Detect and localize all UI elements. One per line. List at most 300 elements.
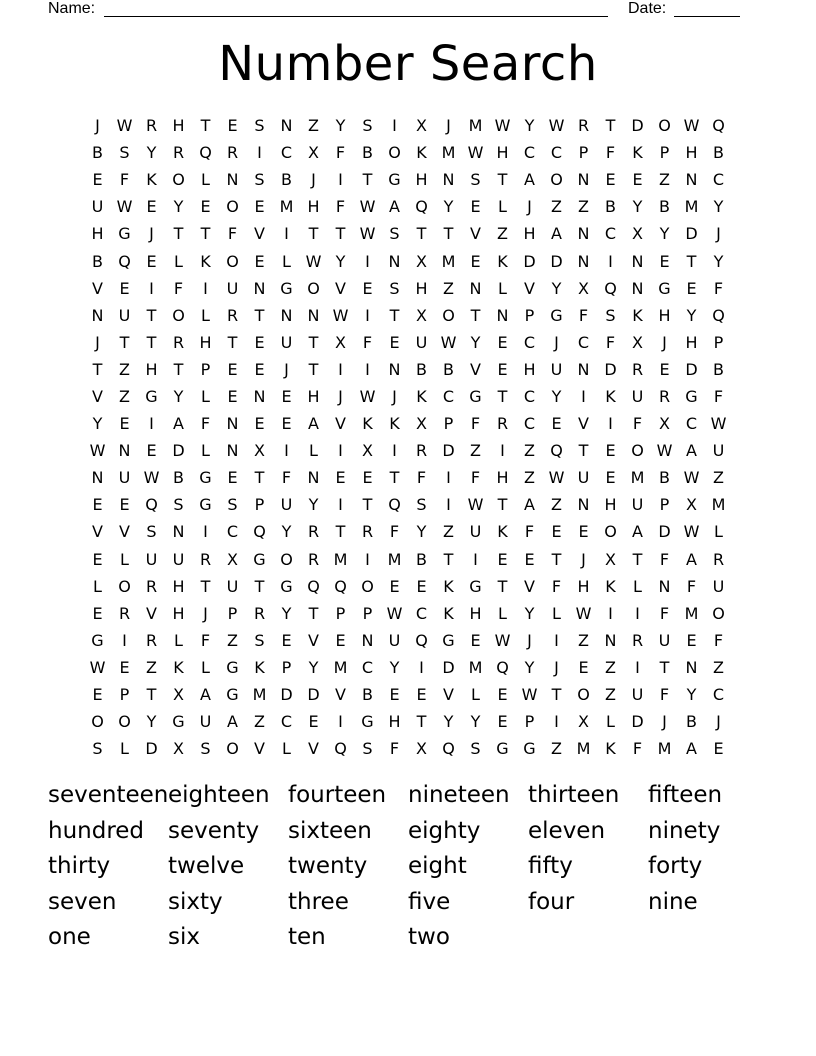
grid-letter[interactable]: O xyxy=(91,712,104,732)
grid-letter[interactable]: L xyxy=(498,278,507,298)
grid-letter[interactable]: U xyxy=(712,441,725,461)
grid-letter[interactable]: T xyxy=(227,332,238,352)
grid-letter[interactable]: W xyxy=(116,116,133,136)
grid-letter[interactable]: H xyxy=(523,359,536,379)
grid-letter[interactable]: I xyxy=(581,386,586,406)
grid-letter[interactable]: C xyxy=(523,414,536,434)
grid-letter[interactable]: Y xyxy=(281,603,292,623)
grid-letter[interactable]: R xyxy=(361,522,374,542)
grid-letter[interactable]: N xyxy=(442,170,455,190)
grid-letter[interactable]: F xyxy=(632,414,643,434)
grid-letter[interactable]: H xyxy=(415,278,428,298)
grid-letter[interactable]: N xyxy=(280,116,293,136)
grid-letter[interactable]: D xyxy=(145,739,158,759)
grid-letter[interactable]: N xyxy=(577,359,590,379)
grid-letter[interactable]: L xyxy=(201,441,210,461)
grid-letter[interactable]: E xyxy=(686,630,697,650)
grid-letter[interactable]: F xyxy=(713,278,724,298)
grid-letter[interactable]: F xyxy=(389,739,400,759)
grid-letter[interactable]: Z xyxy=(308,116,319,136)
grid-letter[interactable]: R xyxy=(145,630,158,650)
grid-letter[interactable]: F xyxy=(173,278,184,298)
grid-letter[interactable]: X xyxy=(416,251,427,271)
grid-letter[interactable]: L xyxy=(201,170,210,190)
grid-letter[interactable]: E xyxy=(470,251,481,271)
grid-letter[interactable]: B xyxy=(416,359,427,379)
grid-letter[interactable]: I xyxy=(338,170,343,190)
grid-letter[interactable]: N xyxy=(604,630,617,650)
grid-letter[interactable]: N xyxy=(577,170,590,190)
grid-letter[interactable]: V xyxy=(578,414,589,434)
grid-letter[interactable]: O xyxy=(712,603,725,623)
grid-letter[interactable]: V xyxy=(335,685,346,705)
grid-letter[interactable]: S xyxy=(173,495,184,515)
grid-letter[interactable]: O xyxy=(226,197,239,217)
grid-letter[interactable]: R xyxy=(145,576,158,596)
grid-letter[interactable]: K xyxy=(416,386,427,406)
grid-letter[interactable]: Y xyxy=(92,414,103,434)
grid-letter[interactable]: E xyxy=(713,739,724,759)
grid-letter[interactable]: E xyxy=(92,603,103,623)
grid-letter[interactable]: T xyxy=(254,305,265,325)
grid-letter[interactable]: C xyxy=(523,332,536,352)
grid-letter[interactable]: D xyxy=(442,441,455,461)
grid-letter[interactable]: H xyxy=(145,359,158,379)
grid-letter[interactable]: E xyxy=(227,468,238,488)
grid-letter[interactable]: O xyxy=(307,278,320,298)
grid-letter[interactable]: V xyxy=(470,224,481,244)
grid-letter[interactable]: J xyxy=(716,224,721,244)
grid-letter[interactable]: H xyxy=(172,116,185,136)
grid-letter[interactable]: E xyxy=(119,495,130,515)
grid-letter[interactable]: D xyxy=(685,224,698,244)
grid-letter[interactable]: Y xyxy=(173,386,184,406)
grid-letter[interactable]: E xyxy=(578,657,589,677)
grid-letter[interactable]: X xyxy=(416,305,427,325)
grid-letter[interactable]: O xyxy=(118,576,131,596)
grid-letter[interactable]: W xyxy=(305,251,322,271)
grid-letter[interactable]: E xyxy=(362,278,373,298)
grid-letter[interactable]: G xyxy=(145,386,158,406)
grid-letter[interactable]: N xyxy=(91,468,104,488)
grid-letter[interactable]: Q xyxy=(334,576,347,596)
grid-letter[interactable]: R xyxy=(118,603,131,623)
grid-letter[interactable]: E xyxy=(227,359,238,379)
grid-letter[interactable]: Z xyxy=(713,657,724,677)
grid-letter[interactable]: T xyxy=(497,386,508,406)
grid-letter[interactable]: L xyxy=(309,441,318,461)
grid-letter[interactable]: N xyxy=(685,657,698,677)
grid-letter[interactable]: E xyxy=(254,414,265,434)
grid-letter[interactable]: C xyxy=(226,522,239,542)
grid-letter[interactable]: F xyxy=(686,576,697,596)
grid-letter[interactable]: N xyxy=(307,305,320,325)
grid-letter[interactable]: N xyxy=(280,305,293,325)
grid-letter[interactable]: S xyxy=(605,305,616,325)
grid-letter[interactable]: S xyxy=(254,630,265,650)
grid-letter[interactable]: J xyxy=(662,712,667,732)
grid-letter[interactable]: U xyxy=(118,468,131,488)
grid-letter[interactable]: F xyxy=(713,630,724,650)
grid-letter[interactable]: V xyxy=(308,630,319,650)
grid-letter[interactable]: F xyxy=(335,197,346,217)
grid-letter[interactable]: E xyxy=(146,251,157,271)
grid-letter[interactable]: T xyxy=(443,224,454,244)
grid-letter[interactable]: B xyxy=(281,170,292,190)
grid-letter[interactable]: X xyxy=(173,685,184,705)
grid-letter[interactable]: C xyxy=(604,224,617,244)
grid-letter[interactable]: Q xyxy=(712,305,725,325)
grid-letter[interactable]: Y xyxy=(713,197,724,217)
grid-letter[interactable]: C xyxy=(577,332,590,352)
grid-letter[interactable]: T xyxy=(335,224,346,244)
grid-letter[interactable]: W xyxy=(467,143,484,163)
grid-letter[interactable]: U xyxy=(280,495,293,515)
grid-letter[interactable]: H xyxy=(658,305,671,325)
grid-letter[interactable]: L xyxy=(471,685,480,705)
grid-letter[interactable]: Q xyxy=(118,251,131,271)
grid-letter[interactable]: N xyxy=(253,386,266,406)
grid-letter[interactable]: I xyxy=(554,712,559,732)
grid-letter[interactable]: D xyxy=(631,712,644,732)
grid-letter[interactable]: G xyxy=(469,576,482,596)
grid-letter[interactable]: E xyxy=(605,441,616,461)
grid-letter[interactable]: E xyxy=(200,197,211,217)
grid-letter[interactable]: U xyxy=(550,359,563,379)
grid-letter[interactable]: Z xyxy=(713,468,724,488)
grid-letter[interactable]: S xyxy=(362,116,373,136)
grid-letter[interactable]: M xyxy=(441,251,456,271)
grid-letter[interactable]: I xyxy=(149,278,154,298)
grid-letter[interactable]: K xyxy=(497,251,508,271)
grid-letter[interactable]: E xyxy=(281,414,292,434)
grid-letter[interactable]: H xyxy=(604,495,617,515)
grid-letter[interactable]: G xyxy=(388,170,401,190)
grid-letter[interactable]: R xyxy=(658,386,671,406)
grid-letter[interactable]: Q xyxy=(307,576,320,596)
grid-letter[interactable]: X xyxy=(362,441,373,461)
grid-letter[interactable]: Q xyxy=(415,630,428,650)
grid-letter[interactable]: Y xyxy=(686,685,697,705)
grid-letter[interactable]: R xyxy=(226,305,239,325)
grid-letter[interactable]: T xyxy=(416,224,427,244)
grid-letter[interactable]: N xyxy=(577,495,590,515)
grid-letter[interactable]: W xyxy=(683,468,700,488)
grid-letter[interactable]: E xyxy=(497,685,508,705)
grid-letter[interactable]: I xyxy=(608,414,613,434)
grid-letter[interactable]: L xyxy=(174,630,183,650)
grid-letter[interactable]: D xyxy=(550,251,563,271)
grid-letter[interactable]: A xyxy=(173,414,184,434)
grid-letter[interactable]: J xyxy=(716,712,721,732)
grid-letter[interactable]: M xyxy=(387,549,402,569)
grid-letter[interactable]: N xyxy=(496,305,509,325)
grid-letter[interactable]: T xyxy=(173,224,184,244)
grid-letter[interactable]: T xyxy=(308,224,319,244)
grid-letter[interactable]: H xyxy=(415,170,428,190)
grid-letter[interactable]: G xyxy=(469,386,482,406)
grid-letter[interactable]: L xyxy=(498,197,507,217)
grid-letter[interactable]: Y xyxy=(146,143,157,163)
grid-letter[interactable]: E xyxy=(497,332,508,352)
grid-letter[interactable]: Q xyxy=(550,441,563,461)
grid-letter[interactable]: F xyxy=(227,224,238,244)
grid-letter[interactable]: Y xyxy=(632,197,643,217)
grid-letter[interactable]: E xyxy=(551,414,562,434)
grid-letter[interactable]: E xyxy=(389,685,400,705)
grid-letter[interactable]: F xyxy=(470,414,481,434)
grid-letter[interactable]: W xyxy=(656,441,673,461)
grid-letter[interactable]: L xyxy=(174,251,183,271)
grid-letter[interactable]: J xyxy=(311,170,316,190)
grid-letter[interactable]: Z xyxy=(443,278,454,298)
grid-letter[interactable]: P xyxy=(443,414,454,434)
grid-letter[interactable]: E xyxy=(227,116,238,136)
grid-letter[interactable]: G xyxy=(550,305,563,325)
grid-letter[interactable]: N xyxy=(226,414,239,434)
grid-letter[interactable]: V xyxy=(308,739,319,759)
grid-letter[interactable]: O xyxy=(172,305,185,325)
grid-letter[interactable]: N xyxy=(307,468,320,488)
grid-letter[interactable]: W xyxy=(89,657,106,677)
grid-letter[interactable]: Z xyxy=(227,630,238,650)
grid-letter[interactable]: R xyxy=(307,522,320,542)
grid-letter[interactable]: I xyxy=(338,359,343,379)
grid-letter[interactable]: G xyxy=(496,739,509,759)
grid-letter[interactable]: I xyxy=(203,278,208,298)
grid-letter[interactable]: G xyxy=(226,657,239,677)
grid-letter[interactable]: Y xyxy=(308,495,319,515)
grid-letter[interactable]: O xyxy=(550,170,563,190)
grid-letter[interactable]: S xyxy=(362,739,373,759)
grid-letter[interactable]: P xyxy=(524,305,535,325)
grid-letter[interactable]: W xyxy=(359,386,376,406)
grid-letter[interactable]: N xyxy=(685,170,698,190)
grid-letter[interactable]: L xyxy=(606,712,615,732)
grid-letter[interactable]: O xyxy=(361,576,374,596)
grid-letter[interactable]: L xyxy=(201,657,210,677)
grid-letter[interactable]: N xyxy=(388,251,401,271)
grid-letter[interactable]: T xyxy=(254,468,265,488)
grid-letter[interactable]: U xyxy=(226,576,239,596)
grid-letter[interactable]: I xyxy=(149,414,154,434)
grid-letter[interactable]: R xyxy=(172,332,185,352)
grid-letter[interactable]: U xyxy=(631,495,644,515)
grid-letter[interactable]: B xyxy=(686,712,697,732)
grid-letter[interactable]: F xyxy=(659,549,670,569)
grid-letter[interactable]: A xyxy=(227,712,238,732)
grid-letter[interactable]: I xyxy=(122,630,127,650)
grid-letter[interactable]: G xyxy=(199,468,212,488)
grid-letter[interactable]: V xyxy=(146,603,157,623)
grid-letter[interactable]: S xyxy=(200,739,211,759)
grid-letter[interactable]: E xyxy=(632,170,643,190)
grid-letter[interactable]: T xyxy=(173,359,184,379)
grid-letter[interactable]: P xyxy=(659,495,670,515)
grid-letter[interactable]: J xyxy=(581,549,586,569)
grid-letter[interactable]: V xyxy=(254,224,265,244)
grid-letter[interactable]: C xyxy=(712,685,725,705)
grid-letter[interactable]: Z xyxy=(497,224,508,244)
grid-letter[interactable]: R xyxy=(199,549,212,569)
grid-letter[interactable]: E xyxy=(281,630,292,650)
grid-letter[interactable]: D xyxy=(685,359,698,379)
grid-letter[interactable]: F xyxy=(605,143,616,163)
grid-letter[interactable]: G xyxy=(361,712,374,732)
grid-letter[interactable]: N xyxy=(631,278,644,298)
grid-letter[interactable]: H xyxy=(91,224,104,244)
grid-letter[interactable]: K xyxy=(605,386,616,406)
grid-letter[interactable]: A xyxy=(389,197,400,217)
grid-letter[interactable]: H xyxy=(172,603,185,623)
grid-letter[interactable]: B xyxy=(362,143,373,163)
grid-letter[interactable]: M xyxy=(468,116,483,136)
grid-letter[interactable]: Z xyxy=(524,441,535,461)
grid-letter[interactable]: M xyxy=(657,739,672,759)
grid-letter[interactable]: X xyxy=(605,549,616,569)
grid-letter[interactable]: T xyxy=(578,441,589,461)
grid-letter[interactable]: P xyxy=(119,685,130,705)
grid-letter[interactable]: H xyxy=(577,576,590,596)
grid-letter[interactable]: Y xyxy=(173,197,184,217)
grid-letter[interactable]: T xyxy=(146,332,157,352)
grid-letter[interactable]: W xyxy=(683,116,700,136)
grid-letter[interactable]: S xyxy=(119,143,130,163)
grid-letter[interactable]: I xyxy=(635,603,640,623)
grid-letter[interactable]: N xyxy=(361,630,374,650)
grid-letter[interactable]: K xyxy=(362,414,373,434)
grid-letter[interactable]: J xyxy=(149,224,154,244)
grid-letter[interactable]: T xyxy=(200,576,211,596)
grid-letter[interactable]: S xyxy=(389,224,400,244)
grid-letter[interactable]: T xyxy=(497,170,508,190)
grid-letter[interactable]: B xyxy=(605,197,616,217)
grid-letter[interactable]: C xyxy=(415,603,428,623)
grid-letter[interactable]: P xyxy=(713,332,724,352)
grid-letter[interactable]: T xyxy=(551,685,562,705)
grid-letter[interactable]: T xyxy=(389,305,400,325)
grid-letter[interactable]: L xyxy=(498,603,507,623)
grid-letter[interactable]: X xyxy=(416,116,427,136)
grid-letter[interactable]: E xyxy=(92,495,103,515)
grid-letter[interactable]: D xyxy=(631,116,644,136)
grid-letter[interactable]: E xyxy=(92,170,103,190)
grid-letter[interactable]: Z xyxy=(551,495,562,515)
grid-letter[interactable]: X xyxy=(659,414,670,434)
grid-letter[interactable]: M xyxy=(333,657,348,677)
grid-letter[interactable]: E xyxy=(659,359,670,379)
grid-letter[interactable]: T xyxy=(254,576,265,596)
grid-letter[interactable]: R xyxy=(631,359,644,379)
grid-letter[interactable]: I xyxy=(473,549,478,569)
grid-letter[interactable]: R xyxy=(415,441,428,461)
grid-letter[interactable]: A xyxy=(686,441,697,461)
grid-letter[interactable]: T xyxy=(470,305,481,325)
grid-letter[interactable]: Z xyxy=(578,197,589,217)
grid-letter[interactable]: E xyxy=(254,332,265,352)
grid-letter[interactable]: A xyxy=(686,549,697,569)
grid-letter[interactable]: U xyxy=(145,549,158,569)
grid-letter[interactable]: Y xyxy=(443,712,454,732)
grid-letter[interactable]: A xyxy=(686,739,697,759)
grid-letter[interactable]: L xyxy=(120,549,129,569)
grid-letter[interactable]: S xyxy=(92,739,103,759)
grid-letter[interactable]: I xyxy=(365,359,370,379)
grid-letter[interactable]: U xyxy=(631,386,644,406)
grid-letter[interactable]: X xyxy=(578,278,589,298)
grid-letter[interactable]: I xyxy=(365,549,370,569)
grid-letter[interactable]: T xyxy=(686,251,697,271)
grid-letter[interactable]: T xyxy=(362,495,373,515)
grid-letter[interactable]: L xyxy=(552,603,561,623)
grid-letter[interactable]: U xyxy=(280,332,293,352)
grid-letter[interactable]: Y xyxy=(713,251,724,271)
grid-letter[interactable]: P xyxy=(281,657,292,677)
grid-letter[interactable]: O xyxy=(226,251,239,271)
grid-letter[interactable]: S xyxy=(416,495,427,515)
grid-letter[interactable]: T xyxy=(308,603,319,623)
grid-letter[interactable]: V xyxy=(254,739,265,759)
grid-letter[interactable]: Y xyxy=(308,657,319,677)
grid-letter[interactable]: P xyxy=(254,495,265,515)
grid-letter[interactable]: W xyxy=(386,603,403,623)
grid-letter[interactable]: K xyxy=(605,739,616,759)
grid-letter[interactable]: N xyxy=(469,278,482,298)
grid-letter[interactable]: P xyxy=(524,712,535,732)
grid-letter[interactable]: C xyxy=(361,657,374,677)
grid-letter[interactable]: Z xyxy=(119,386,130,406)
grid-letter[interactable]: F xyxy=(632,739,643,759)
grid-letter[interactable]: O xyxy=(658,116,671,136)
grid-letter[interactable]: Z xyxy=(119,359,130,379)
grid-letter[interactable]: O xyxy=(388,143,401,163)
grid-letter[interactable]: A xyxy=(524,170,535,190)
grid-letter[interactable]: W xyxy=(494,630,511,650)
grid-letter[interactable]: P xyxy=(227,603,238,623)
grid-letter[interactable]: I xyxy=(365,305,370,325)
grid-letter[interactable]: R xyxy=(172,143,185,163)
grid-letter[interactable]: W xyxy=(494,116,511,136)
grid-letter[interactable]: N xyxy=(172,522,185,542)
grid-letter[interactable]: H xyxy=(496,468,509,488)
grid-letter[interactable]: B xyxy=(173,468,184,488)
grid-letter[interactable]: C xyxy=(280,143,293,163)
grid-letter[interactable]: H xyxy=(388,712,401,732)
grid-letter[interactable]: Z xyxy=(524,468,535,488)
grid-letter[interactable]: E xyxy=(281,386,292,406)
grid-letter[interactable]: L xyxy=(201,386,210,406)
grid-letter[interactable]: K xyxy=(632,305,643,325)
grid-letter[interactable]: F xyxy=(335,143,346,163)
grid-letter[interactable]: E xyxy=(578,522,589,542)
grid-letter[interactable]: H xyxy=(496,143,509,163)
grid-letter[interactable]: Z xyxy=(551,197,562,217)
grid-letter[interactable]: J xyxy=(527,630,532,650)
grid-letter[interactable]: I xyxy=(446,495,451,515)
grid-letter[interactable]: K xyxy=(497,522,508,542)
grid-letter[interactable]: E xyxy=(497,359,508,379)
grid-letter[interactable]: H xyxy=(523,224,536,244)
grid-letter[interactable]: O xyxy=(280,549,293,569)
grid-letter[interactable]: V xyxy=(524,576,535,596)
grid-letter[interactable]: E xyxy=(146,441,157,461)
grid-letter[interactable]: U xyxy=(118,305,131,325)
grid-letter[interactable]: V xyxy=(335,414,346,434)
grid-letter[interactable]: M xyxy=(252,685,267,705)
grid-letter[interactable]: U xyxy=(658,630,671,650)
grid-letter[interactable]: G xyxy=(658,278,671,298)
grid-letter[interactable]: E xyxy=(227,386,238,406)
